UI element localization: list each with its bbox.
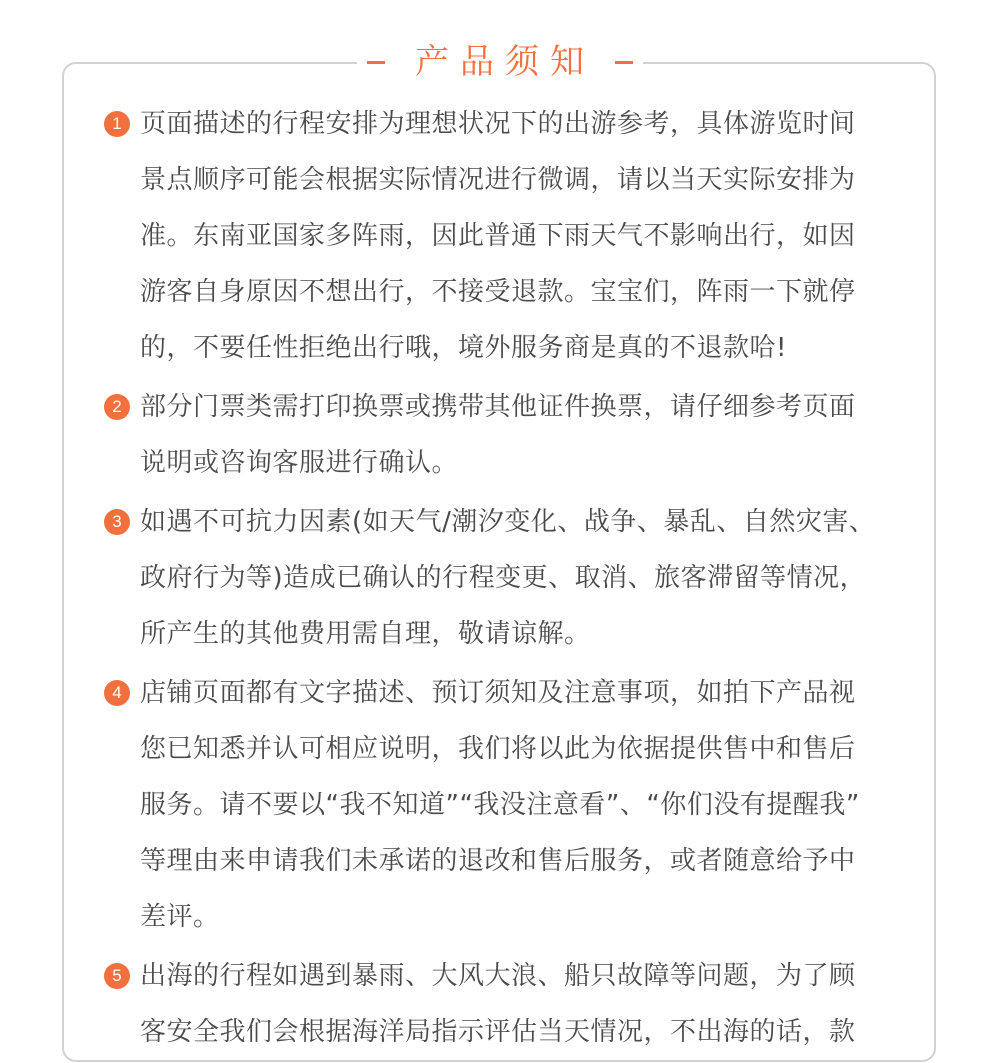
notice-item [104, 948, 904, 1060]
notice-item [104, 379, 904, 491]
title-group [357, 34, 643, 90]
notice-line: 您已知悉并认可相应说明，我们将以此为依据提供售中和售后 [140, 734, 856, 764]
notice-line: 景点顺序可能会根据实际情况进行微调，请以当天实际安排为 [140, 165, 856, 195]
number-badge: 4 [104, 680, 130, 706]
page-title: 产品须知 [405, 34, 595, 90]
notice-line: 游客自身原因不想出行，不接受退款。宝宝们，阵雨一下就停 [140, 277, 856, 307]
notice-line: 页面描述的行程安排为理想状况下的出游参考，具体游览时间 [140, 109, 856, 139]
title-dash-right [615, 61, 633, 64]
notice-item [104, 665, 904, 945]
notice-line: 部分门票类需打印换票或携带其他证件换票，请仔细参考页面 [140, 392, 856, 422]
number-badge: 1 [104, 111, 130, 137]
notice-line: 客安全我们会根据海洋局指示评估当天情况，不出海的话，款 [140, 1017, 856, 1047]
notice-item [104, 96, 904, 376]
notice-line: 差评。 [140, 902, 220, 932]
number-badge: 5 [104, 963, 130, 989]
notice-line: 出海的行程如遇到暴雨、大风大浪、船只故障等问题，为了顾 [140, 961, 856, 991]
notice-line: 如遇不可抗力因素(如天气/潮汐变化、战争、暴乱、自然灾害、 [140, 507, 876, 537]
notice-line: 所产生的其他费用需自理，敬请谅解。 [140, 619, 591, 649]
notice-line: 店铺页面都有文字描述、预订须知及注意事项，如拍下产品视 [140, 678, 856, 708]
number-badge: 2 [104, 394, 130, 420]
title-bar [0, 34, 1000, 90]
notice-line: 等理由来申请我们未承诺的退改和售后服务，或者随意给予中 [140, 846, 856, 876]
number-badge: 3 [104, 509, 130, 535]
notice-line: 准。东南亚国家多阵雨，因此普通下雨天气不影响出行，如因 [140, 221, 856, 251]
notice-line: 政府行为等)造成已确认的行程变更、取消、旅客滞留等情况， [140, 563, 867, 593]
title-dash-left [367, 61, 385, 64]
notice-item [104, 494, 904, 662]
notice-line: 服务。请不要以“我不知道”“我没注意看”、“你们没有提醒我” [140, 790, 860, 820]
notice-line: 说明或咨询客服进行确认。 [140, 448, 459, 478]
notice-line: 的，不要任性拒绝出行哦，境外服务商是真的不退款哈! [140, 333, 787, 363]
notice-list [104, 96, 904, 1063]
